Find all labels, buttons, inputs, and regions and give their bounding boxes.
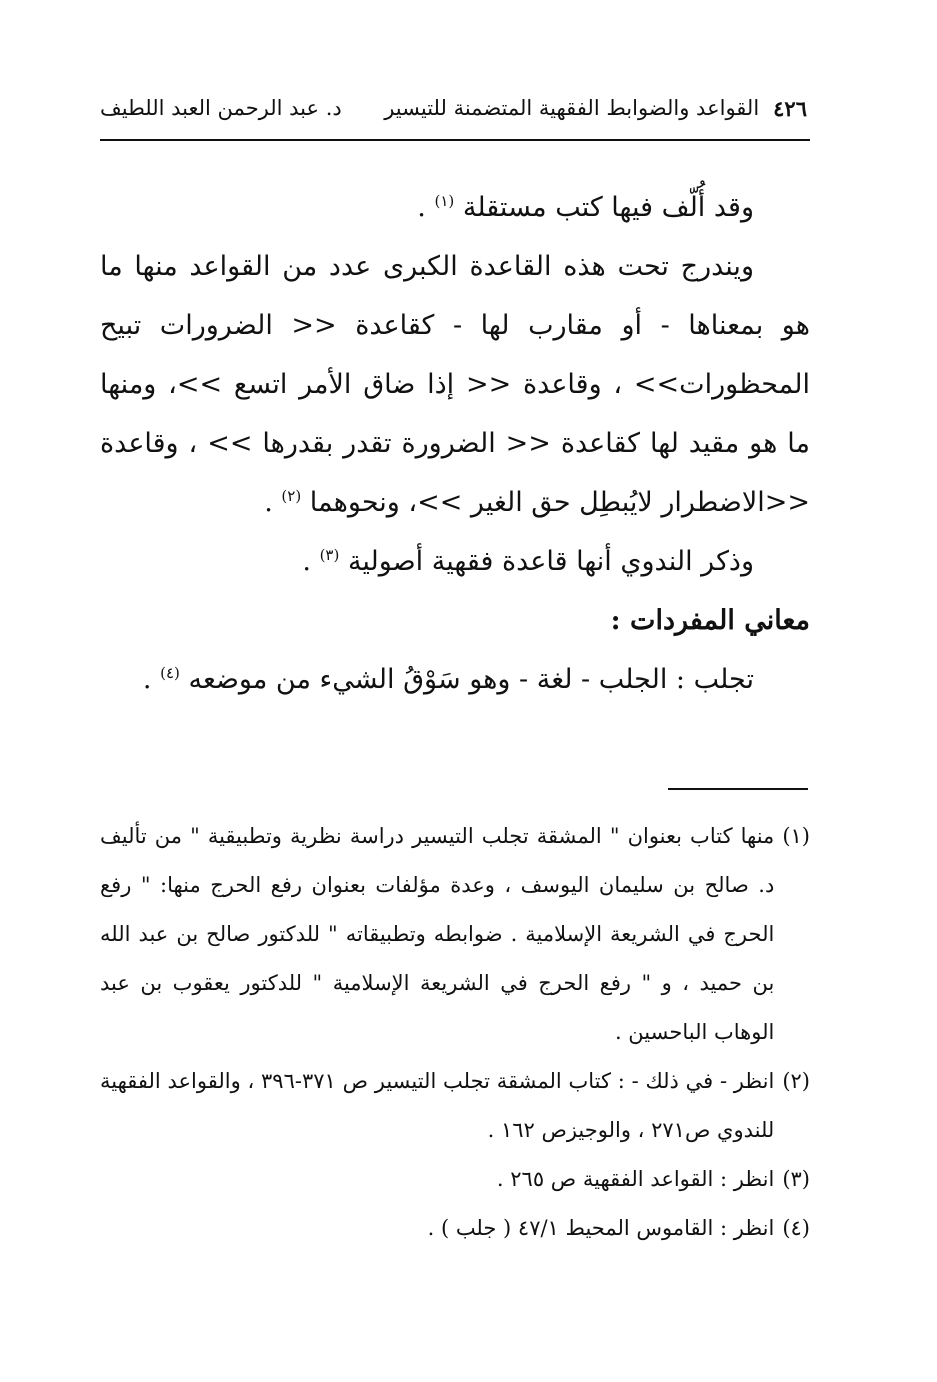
footnote-divider: [668, 788, 808, 790]
paragraph-4-text: تجلب : الجلب - لغة - وهو سَوْقُ الشيء من موضعه: [188, 664, 754, 695]
footnote-1: [100, 812, 810, 1057]
header-divider: [100, 139, 810, 141]
footnote-ref-3: (٣): [319, 546, 340, 564]
footnote-number: (٢): [782, 1069, 810, 1093]
footnote-ref-2: (٢): [281, 487, 302, 505]
paragraph-1-end: .: [417, 192, 426, 223]
paragraph-4: [100, 650, 810, 709]
footnote-3: [100, 1155, 810, 1204]
footnote-text: انظر : القاموس المحيط ٤٧/١ ( جلب ) .: [427, 1216, 775, 1240]
paragraph-1-text: وقد أُلّف فيها كتب مستقلة: [462, 192, 754, 223]
page-number: ٤٢٦: [773, 95, 807, 121]
footnote-4: [100, 1204, 810, 1253]
book-title: القواعد والضوابط الفقهية المتضمنة للتيسير: [384, 96, 760, 120]
paragraph-4-end: .: [142, 664, 152, 695]
footnote-number: (١): [782, 824, 810, 848]
paragraph-2-text: ويندرج تحت هذه القاعدة الكبرى عدد من القواعد منها ما هو بمعناها - أو مقارب لها - كقاعدة << الضرورات تبيح المحظورات>> ، وقاعدة << إذا ضاق الأمر اتسع >>، ومنها ما هو مقيد لها كقاعدة << الضرورة تقدر بقدرها >> ، وقاعدة <<الاضطرار لايُبطِل حق الغير >>، ونحوهما: [100, 251, 810, 518]
paragraph-3: [100, 532, 810, 591]
author-name: د. عبد الرحمن العبد اللطيف: [100, 96, 342, 120]
footnote-ref-1: (١): [434, 192, 455, 210]
main-text: [100, 178, 810, 709]
page-header: [100, 88, 807, 128]
footnotes: [100, 812, 810, 1253]
footnote-text: منها كتاب بعنوان " المشقة تجلب التيسير دراسة نظرية وتطبيقية " من تأليف د. صالح بن سليمان اليوسف ، وعدة مؤلفات بعنوان رفع الحرج منها: " رفع الحرج في الشريعة الإسلامية . ضوابطه وتطبيقاته " للدكتور صالح بن عبد الله بن حميد ، و " رفع الحرج في الشريعة الإسلامية " للدكتور يعقوب بن عبد الوهاب الباحسين .: [100, 824, 775, 1044]
footnote-text: انظر : القواعد الفقهية ص ٢٦٥ .: [496, 1167, 775, 1191]
paragraph-2-end: .: [264, 487, 273, 518]
footnote-text: انظر - في ذلك - : كتاب المشقة تجلب التيسير ص ٣٧١-٣٩٦ ، والقواعد الفقهية للندوي ص٢٧١ ، والوجيزص ١٦٢ .: [100, 1069, 775, 1142]
footnote-2: [100, 1057, 810, 1155]
paragraph-1: [100, 178, 810, 237]
footnote-number: (٣): [782, 1167, 810, 1191]
paragraph-2: [100, 237, 810, 532]
footnote-number: (٤): [782, 1216, 810, 1240]
section-heading: معاني المفردات :: [610, 605, 810, 636]
paragraph-3-text: وذكر الندوي أنها قاعدة فقهية أصولية: [347, 546, 754, 577]
paragraph-3-end: .: [302, 546, 311, 577]
footnote-ref-4: (٤): [160, 664, 180, 682]
